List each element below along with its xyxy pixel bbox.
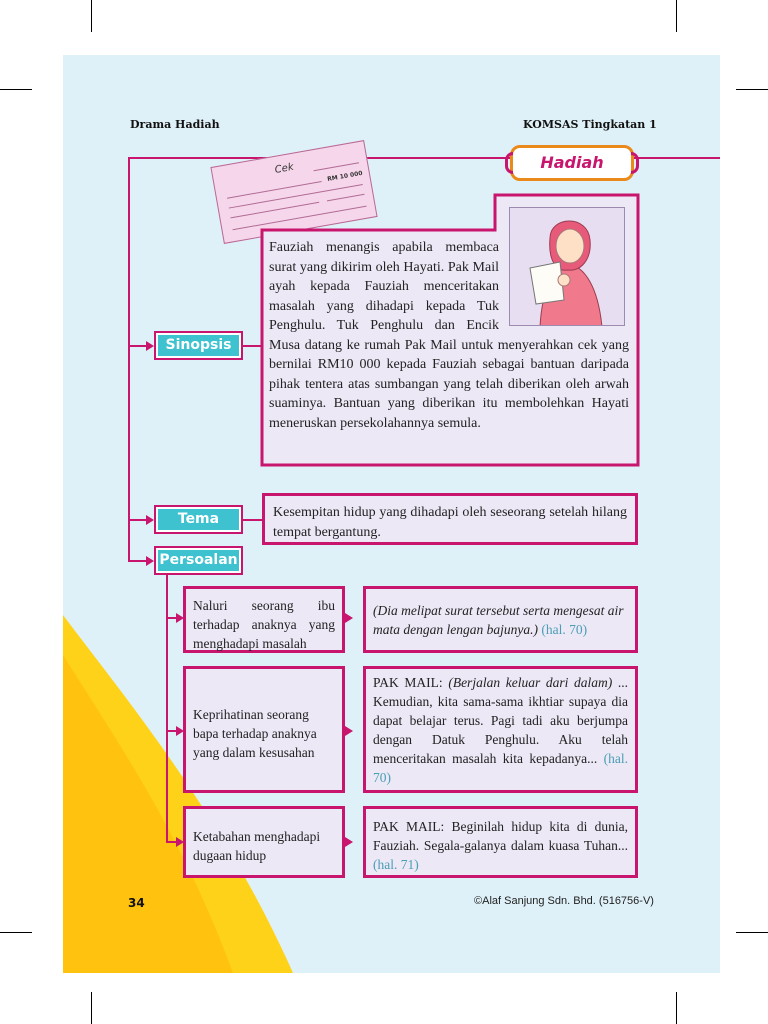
issue-box (183, 666, 345, 793)
cheque-label: Cek (274, 161, 295, 176)
page-ref: (hal. 71) (373, 857, 419, 872)
quote-box (363, 666, 638, 793)
speaker: PAK MAIL: (373, 675, 443, 690)
persoalan-label: Persoalan (154, 546, 243, 575)
tema-box (262, 493, 638, 545)
cheque-amount: RM 10 000 (326, 169, 364, 183)
illustration-spacer (499, 228, 629, 326)
page-ref: (hal. 70) (373, 751, 629, 785)
copyright (474, 895, 654, 907)
issue-text: Keprihatinan seorang bapa terhadap anaknya yang dalam kesusahan (193, 707, 317, 760)
issue-box (183, 586, 345, 653)
copyright-icon: © (474, 895, 483, 907)
page-number: 34 (128, 896, 145, 910)
header-title: Drama Hadiah (130, 118, 220, 131)
quote-text: (Dia melipat surat tersebut serta mengesat air mata dengan lengan bajunya.) (373, 603, 624, 637)
sinopsis-label: Sinopsis (154, 331, 243, 360)
quote-box (363, 586, 638, 653)
title-tag: Hadiah (510, 145, 634, 181)
sinopsis-text: Fauziah menangis apabila membaca surat yang dikirim oleh Hayati. Pak Mail ayah kepada Fauziah menceritakan masalah yang dihadapi kepada Tuk Penghulu. Tuk Penghulu dan Encik Musa datang ke rumah Pak Mail untuk menyerahkan cek yang bernilai RM10 000 kepada Fauziah sebagai bantuan daripada pihak tentera atas sumbangan yang telah diberikan oleh arwah suaminya. Bantuan yang diberikan itu membolehkan Hayati meneruskan persekolahannya semula. (262, 230, 638, 465)
stage-direction: (Berjalan keluar dari dalam) (448, 675, 613, 690)
quote-box (363, 806, 638, 878)
quote-text: ... Kemudian, kita sama-sama ikhtiar supaya dia dapat belajar terus. Pagi tadi aku berjumpa dengan Datuk Penghulu. Aku telah menceritakan masalah kita kepadanya... (373, 675, 629, 766)
copyright-text: Alaf Sanjung Sdn. Bhd. (516756-V) (482, 895, 654, 907)
issue-box (183, 806, 345, 878)
tema-text: Kesempitan hidup yang dihadapi oleh seseorang setelah hilang tempat bergantung. (273, 505, 627, 540)
tema-label: Tema (154, 505, 243, 534)
issue-text: Ketabahan menghadapi dugaan hidup (193, 829, 321, 863)
issue-text: Naluri seorang ibu terhadap anaknya yang menghadapi masalah (193, 598, 335, 651)
header-subtitle: KOMSAS Tingkatan 1 (523, 118, 657, 131)
page-ref: (hal. 70) (541, 622, 588, 637)
quote-text: PAK MAIL: Beginilah hidup kita di dunia, Fauziah. Segala-galanya dalam kuasa Tuhan... (373, 819, 628, 853)
